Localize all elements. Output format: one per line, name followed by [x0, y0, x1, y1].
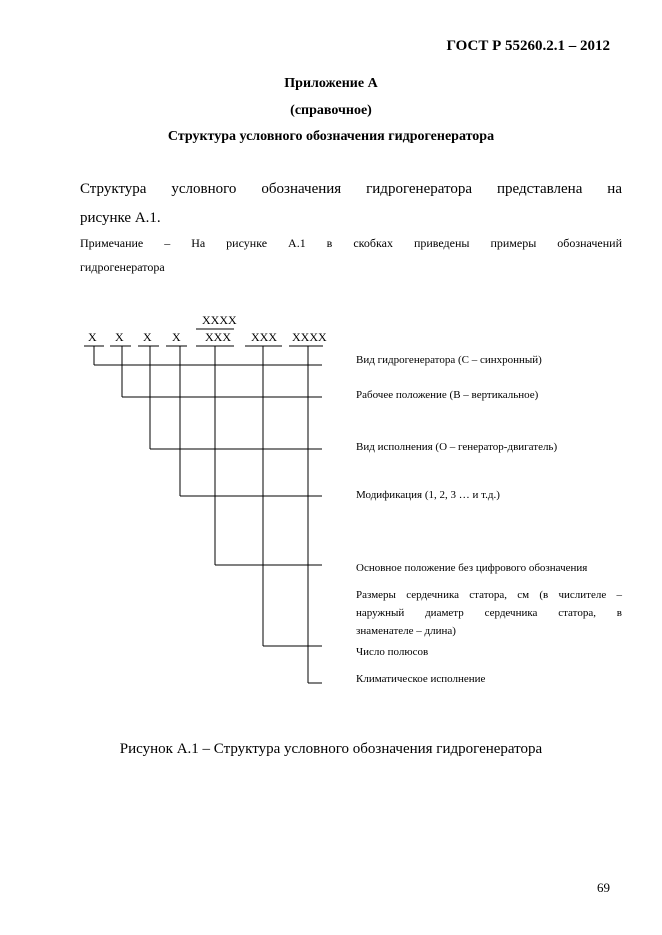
code-position-4: X [172, 330, 181, 344]
page-number: 69 [597, 880, 610, 895]
label-execution-type: Вид исполнения (О – генератор-двигатель) [356, 441, 558, 453]
label-working-position: Рабочее положение (В – вертикальное) [356, 389, 539, 401]
label-modification: Модификация (1, 2, 3 … и т.д.) [356, 489, 500, 501]
paragraph-line-1: Структура условного обозначения гидрогенератора представлена на [80, 181, 622, 197]
note-line-2: гидрогенератора [80, 260, 165, 274]
code-position-2: X [115, 330, 124, 344]
note-line-1: Примечание – На рисунке А.1 в скобках приведены примеры обозначений [80, 236, 622, 250]
code-position-6: XXX [251, 330, 277, 344]
code-position-3: X [143, 330, 152, 344]
code-fraction-denominator: XXX [205, 330, 231, 344]
label-stator-size-line-3: знаменателе – длина) [356, 625, 456, 637]
label-generator-type: Вид гидрогенератора (С – синхронный) [356, 354, 542, 366]
label-stator-size-line-2: наружный диаметр сердечника статора, в [356, 607, 622, 619]
code-position-1: X [88, 330, 97, 344]
code-fraction-numerator: XXXX [202, 313, 237, 327]
appendix-title: Приложение А [284, 76, 378, 91]
paragraph-line-2: рисунке А.1. [80, 210, 161, 226]
code-position-7: XXXX [292, 330, 327, 344]
label-basic-position: Основное положение без цифрового обозначения [356, 562, 588, 574]
label-pole-count: Число полюсов [356, 646, 429, 658]
section-title: Структура условного обозначения гидрогенератора [167, 129, 495, 144]
standard-code: ГОСТ Р 55260.2.1 – 2012 [446, 38, 610, 54]
appendix-type: (справочное) [290, 103, 372, 118]
label-stator-size-line-1: Размеры сердечника статора, см (в числителе – [356, 589, 622, 601]
label-climatic-version: Климатическое исполнение [356, 673, 486, 685]
figure-caption: Рисунок А.1 – Структура условного обозначения гидрогенератора [119, 741, 543, 757]
